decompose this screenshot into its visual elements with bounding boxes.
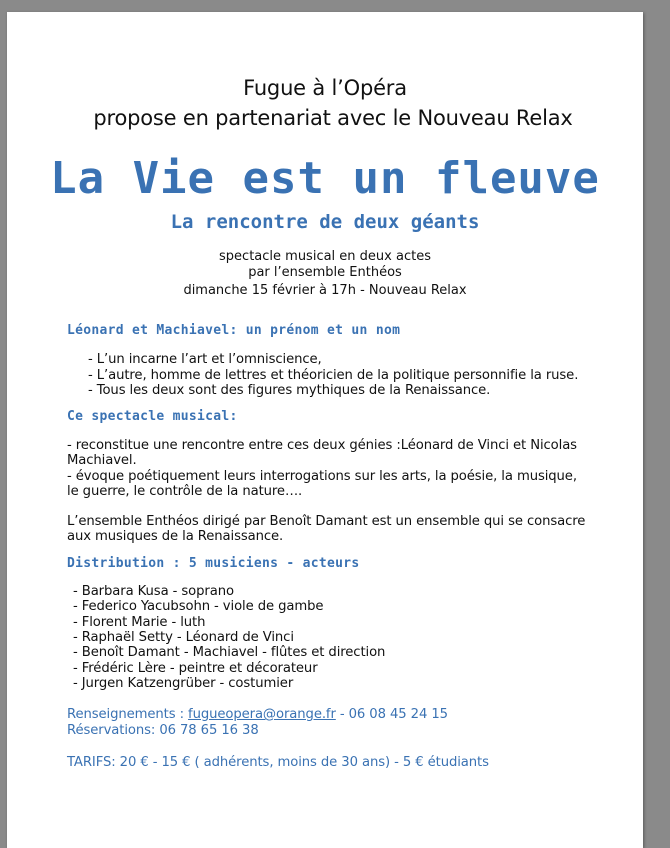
section-heading-leonard-machiavel: Léonard et Machiavel: un prénom et un nom — [67, 323, 401, 338]
reservations-line: Réservations: 06 78 65 16 38 — [67, 723, 259, 738]
cast-item: - Raphaël Setty - Léonard de Vinci — [73, 630, 294, 645]
list-item: - L’autre, homme de lettres et théoricien de la politique personnifie la ruse. — [88, 368, 579, 383]
header-line-1: Fugue à l’Opéra — [243, 76, 407, 100]
info-line-1: spectacle musical en deux actes — [219, 249, 431, 264]
cast-item: - Benoît Damant - Machiavel - flûtes et direction — [73, 645, 386, 660]
document-page — [7, 12, 643, 848]
page-title: La Vie est un fleuve — [50, 153, 600, 204]
cast-item: - Frédéric Lère - peintre et décorateur — [73, 661, 318, 676]
contact-line — [67, 707, 448, 722]
paragraph-line: aux musiques de la Renaissance. — [67, 529, 284, 544]
body-line: le guerre, le contrôle de la nature…. — [67, 484, 303, 499]
section-heading-spectacle: Ce spectacle musical: — [67, 409, 238, 424]
page-subtitle: La rencontre de deux géants — [170, 211, 480, 233]
email-link[interactable]: fugueopera@orange.fr — [188, 707, 336, 722]
contact-phone: - 06 08 45 24 15 — [335, 707, 448, 722]
cast-item: - Jurgen Katzengrüber - costumier — [73, 676, 294, 691]
cast-item: - Federico Yacubsohn - viole de gambe — [73, 599, 324, 614]
body-line: - évoque poétiquement leurs interrogations sur les arts, la poésie, la musique, — [67, 469, 577, 484]
body-line: Machiavel. — [67, 453, 137, 468]
cast-item: - Barbara Kusa - soprano — [73, 584, 234, 599]
info-line-3: dimanche 15 février à 17h - Nouveau Relax — [183, 283, 467, 298]
info-line-2: par l’ensemble Enthéos — [248, 265, 402, 280]
cast-item: - Florent Marie - luth — [73, 615, 206, 630]
list-item: - L’un incarne l’art et l’omniscience, — [88, 352, 322, 367]
body-line: - reconstitue une rencontre entre ces deux génies :Léonard de Vinci et Nicolas — [67, 438, 577, 453]
header-line-2: propose en partenariat avec le Nouveau Relax — [93, 106, 573, 130]
section-heading-distribution: Distribution : 5 musiciens - acteurs — [67, 556, 360, 571]
tarifs-line: TARIFS: 20 € - 15 € ( adhérents, moins de 30 ans) - 5 € étudiants — [67, 755, 489, 770]
list-item: - Tous les deux sont des figures mythiques de la Renaissance. — [88, 383, 491, 398]
paragraph-line: L’ensemble Enthéos dirigé par Benoît Damant est un ensemble qui se consacre — [67, 514, 586, 529]
contact-label: Renseignements : — [67, 707, 189, 722]
